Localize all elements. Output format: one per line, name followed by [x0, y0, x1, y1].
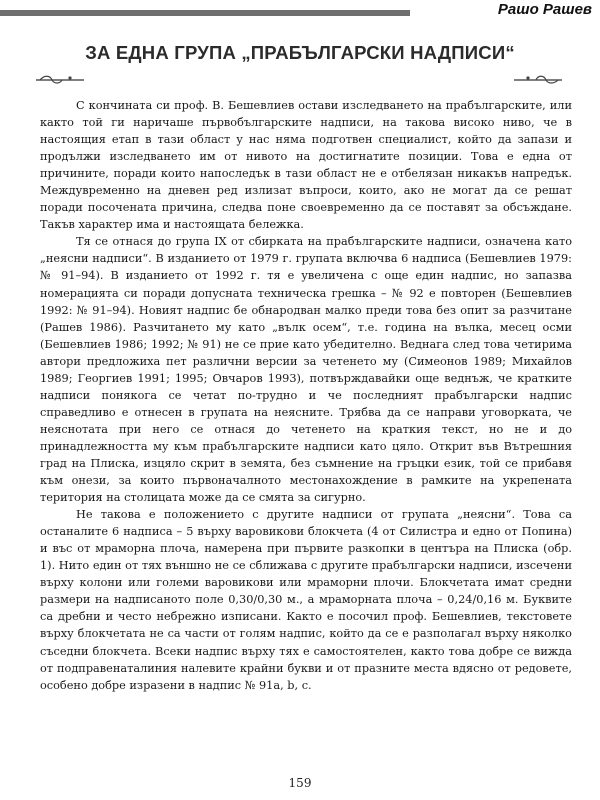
header-rule: [0, 10, 410, 16]
article-body: [40, 97, 572, 694]
title-ornament-right-icon: [514, 74, 562, 84]
running-header-author: Рашо Рашев: [490, 1, 592, 18]
header-rule-tab: [410, 0, 418, 16]
article-title: ЗА ЕДНА ГРУПА „ПРАБЪЛГАРСКИ НАДПИСИ“: [85, 42, 515, 63]
paragraph-2: Тя се отнася до група IX от сбирката на прабългарските надписи, означена като „неясни надписи“. В изданието от 1979 г. групата включва 6 надписа (Бешевлиев 1979: № 91–94). В изданието от 1992 г. тя е увеличена с още един надпис, но запазва номерацията си поради допусната техническа грешка – № 92 е повторен (Бешевлиев 1992: № 91–94). Новият надпис бе обнародван малко преди това без опит за разчитане (Рашев 1986). Разчитането му като „вълк осем“, т.е. година на вълка, месец осми (Бешевлиев 1986; 1992; № 91) не се прие като убедително. Веднага след това четирима автори предложиха пет различни версии за четенето му (Симеонов 1989; Михайлов 1989; Георгиев 1991; 1995; Овчаров 1993), потвърждавайки още веднъж, че кратките надписи понякога се четат по-трудно и че последният прабългарски надпис справедливо е отнесен в групата на неясните. Трябва да се направи уговорката, че неяснотата при него се отнася до четенето на краткия текст, но не и до принадлежността му към прабългарските надписи като цяло. Открит във Вътрешния град на Плиска, изцяло скрит в земята, без съмнение на гръцки език, той се прибавя към онези, за които първоначалното местонахождение в рамките на укрепената територия на столицата може да се смята за сигурно.: [40, 235, 572, 505]
title-ornament-left-icon: [36, 74, 84, 84]
paragraph-3: Не такова е положението с другите надписи от групата „неясни“. Това са останалите 6 надписа – 5 върху варовикови блокчета (4 от Силистра и едно от Попина) и въс от мраморна плоча, намерена при първите разкопки в центъра на Плиска (обр. 1). Нито един от тях външно не се сближава с другите прабългарски надписи, изсечени върху колони или големи варовикови или мраморни плочи. Блокчетата имат средни размери на надписаното поле 0,30/0,30 м., а мраморната плоча – 0,24/0,16 м. Буквите са дребни и често небрежно изписани. Както е посочил проф. Бешевлиев, текстовете върху блокчетата не са части от голям надпис, който да се е разполагал върху няколко съседни блокчета. Всеки надпис върху тях е самостоятелен, както това добре се вижда от подправенаталиния налевите крайни букви и от празните места вдясно от редовете, особено добре изразени в надпис № 91a, b, c.: [40, 508, 572, 692]
paragraph-1: С кончината си проф. В. Бешевлиев остави изследването на прабългарските, или както той ги наричаше първобългарските надписи, на такова високо ниво, че в настоящия етап в тази област у нас няма подготвен специалист, който да запази и продължи изследването им от нивото на достигнатите позиции. Това е една от причините, поради които напоследък в тази област не е отбелязан никакъв напредък. Междувременно на дневен ред излизат въпроси, които, ако не могат да се решат поради посочената причина, следва поне своевременно да се поставят за обсъждане. Такъв характер има и настоящата бележка.: [40, 99, 572, 232]
page-number: 159: [288, 776, 312, 790]
